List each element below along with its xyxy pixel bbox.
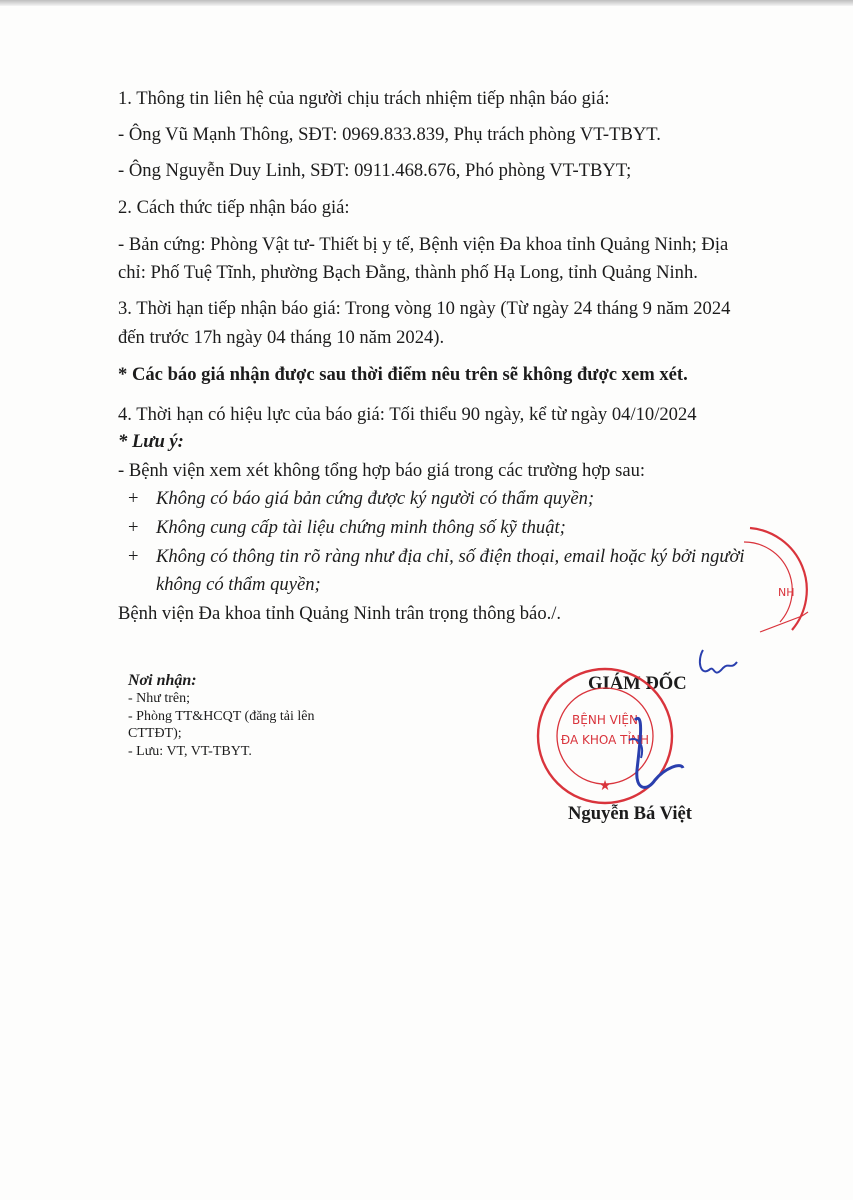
signature-title: GIÁM ĐỐC (588, 673, 687, 694)
contact-line-2: - Ông Nguyễn Duy Linh, SĐT: 0911.468.676, Phó phòng VT-TBYT; (118, 160, 632, 181)
note-item: Không có thông tin rõ ràng như địa chỉ, số điện thoại, email hoặc ký bởi người (156, 546, 745, 567)
note-intro: - Bệnh viện xem xét không tổng hợp báo giá trong các trường hợp sau: (118, 460, 646, 481)
bullet-marker: + (128, 488, 139, 509)
seal-text-line: BỆNH VIỆN (572, 713, 638, 727)
section1-heading: 1. Thông tin liên hệ của người chịu trách nhiệm tiếp nhận báo giá: (118, 88, 610, 109)
svg-text:★: ★ (598, 778, 612, 794)
seal-text-line: ĐA KHOA TỈNH (560, 733, 650, 747)
recipient-item: - Phòng TT&HCQT (đăng tải lên (128, 709, 315, 724)
recipients-label: Nơi nhận: (128, 672, 197, 689)
section4-line: 4. Thời hạn có hiệu lực của báo giá: Tối thiểu 90 ngày, kể từ ngày 04/10/2024 (118, 404, 697, 425)
recipient-item: CTTĐT); (128, 726, 182, 741)
margin-seal-stamp (730, 520, 810, 650)
note-item-continued: không có thẩm quyền; (156, 574, 321, 595)
late-submission-warning: * Các báo giá nhận được sau thời điểm nêu trên sẽ không được xem xét. (118, 364, 688, 385)
contact-line-1: - Ông Vũ Mạnh Thông, SĐT: 0969.833.839, Phụ trách phòng VT-TBYT. (118, 124, 661, 145)
section2-line-1: - Bản cứng: Phòng Vật tư- Thiết bị y tế, Bệnh viện Đa khoa tỉnh Quảng Ninh; Địa (118, 234, 729, 255)
note-label: * Lưu ý: (118, 431, 184, 452)
section2-line-2: chỉ: Phố Tuệ Tĩnh, phường Bạch Đằng, thành phố Hạ Long, tỉnh Quảng Ninh. (118, 262, 698, 283)
bullet-marker: + (128, 517, 139, 538)
note-item: Không có báo giá bản cứng được ký người có thẩm quyền; (156, 488, 595, 509)
scan-top-edge (0, 0, 853, 6)
svg-text:NH: NH (778, 586, 795, 599)
bullet-marker: + (128, 546, 139, 567)
section3-line-2: đến trước 17h ngày 04 tháng 10 năm 2024). (118, 327, 445, 348)
section2-heading: 2. Cách thức tiếp nhận báo giá: (118, 197, 350, 218)
handwritten-signature (585, 640, 745, 810)
recipient-item: - Lưu: VT, VT-TBYT. (128, 744, 252, 759)
section3-line-1: 3. Thời hạn tiếp nhận báo giá: Trong vòng 10 ngày (Từ ngày 24 tháng 9 năm 2024 (118, 298, 731, 319)
note-item: Không cung cấp tài liệu chứng minh thông số kỹ thuật; (156, 517, 566, 538)
closing-statement: Bệnh viện Đa khoa tỉnh Quảng Ninh trân trọng thông báo./. (118, 603, 562, 624)
signer-name: Nguyễn Bá Việt (568, 803, 692, 824)
recipient-item: - Như trên; (128, 691, 191, 706)
